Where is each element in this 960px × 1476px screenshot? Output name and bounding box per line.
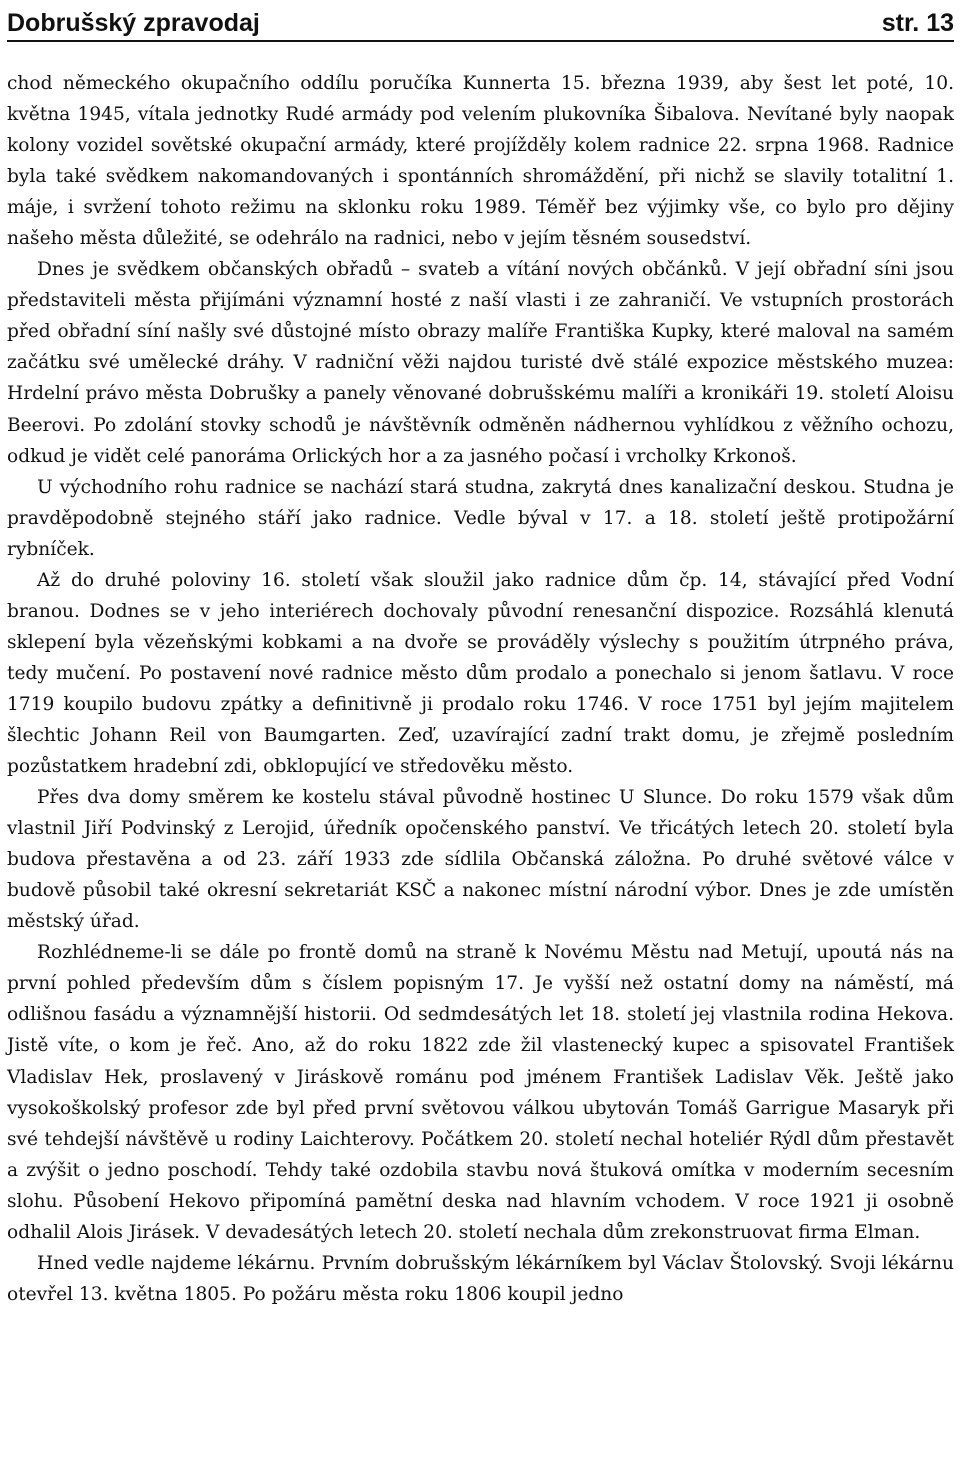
paragraph-4: Až do druhé poloviny 16. století však sloužil jako radnice dům čp. 14, stávající před Vodní branou. Dodnes se v jeho interiérech dochovaly původní renesanční dispozice. Rozsáhlá klenutá sklepení byla vězeňskými kobkami a na dvoře se prováděly výslechy s použitím útrpného práva, tedy mučení. Po postavení nové radnice město dům prodalo a ponechalo si jenom šatlavu. V roce 1719 koupilo budovu zpátky a definitivně ji prodalo roku 1746. V roce 1751 byl jejím majitelem šlechtic Johann Reil von Baumgarten. Zeď, uzavírající zadní trakt domu, je zřejmě posledním pozůstatkem hradební zdi, obklopující ve středověku město. bbox=[7, 569, 954, 778]
paragraph-5: Přes dva domy směrem ke kostelu stával původně hostinec U Slunce. Do roku 1579 však dům vlastnil Jiří Podvinský z Lerojid, úředník opočenského panství. Ve třicátých letech 20. století byla budova přestavěna a od 23. září 1933 zde sídlila Občanská záložna. Po druhé světové válce v budově působil také okresní sekretariát KSČ a nakonec místní národní výbor. Dnes je zde umístěn městský úřad. bbox=[7, 787, 954, 933]
publication-title: Dobrušský zpravodaj bbox=[7, 9, 260, 37]
paragraph-6: Rozhlédneme-li se dále po frontě domů na straně k Novému Městu nad Metují, upoutá nás na první pohled především dům s číslem popisným 17. Je vyšší než ostatní domy na náměstí, má odlišnou fasádu a významnější historii. Od sedmdesátých let 18. století jej vlastnila rodina Hekova. Jistě víte, o kom je řeč. Ano, až do roku 1822 zde žil vlastenecký kupec a spisovatel František Vladislav Hek, proslavený v Jiráskově románu pod jménem František Ladislav Věk. Ještě jako vysokoškolský profesor zde byl před první světovou válkou ubytován Tomáš Garrigue Masaryk při své tehdejší návštěvě u rodiny Laichterovy. Počátkem 20. století nechal hoteliér Rýdl dům přestavět a zvýšit o jedno poschodí. Tehdy také ozdobila stavbu nová štuková omítka v moderním secesním slohu. Působení Hekovo připomíná pamětní deska nad hlavním vchodem. V roce 1921 ji osobně odhalil Alois Jirásek. V devadesátých letech 20. století nechala dům zrekonstruovat firma Elman. bbox=[7, 942, 954, 1243]
article-body bbox=[7, 68, 954, 1310]
paragraph-7: Hned vedle najdeme lékárnu. Prvním dobrušským lékárníkem byl Václav Štolovský. Svoji lékárnu otevřel 13. května 1805. Po požáru města roku 1806 koupil jedno bbox=[7, 1252, 954, 1305]
paragraph-3: U východního rohu radnice se nachází stará studna, zakrytá dnes kanalizační deskou. Studna je pravděpodobně stejného stáří jako radnice. Vedle býval v 17. a 18. století ještě protipožární rybníček. bbox=[7, 476, 954, 560]
paragraph-1: chod německého okupačního oddílu poručíka Kunnerta 15. března 1939, aby šest let poté, 10. května 1945, vítala jednotky Rudé armády pod velením plukovníka Šibalova. Nevítané byly naopak kolony vozidel sovětské okupační armády, které projížděly kolem radnice 22. srpna 1968. Radnice byla také svědkem nakomandovaných i spontánních shromáždění, při nichž se slavily totalitní 1. máje, i svržení tohoto režimu na sklonku roku 1989. Téměř bez výjimky vše, co bylo pro dějiny našeho města důležité, se odehrálo na radnici, nebo v jejím těsném sousedství. bbox=[7, 73, 954, 250]
page-number: str. 13 bbox=[881, 9, 954, 37]
header-rule bbox=[7, 40, 954, 42]
page-header bbox=[7, 0, 954, 38]
paragraph-2: Dnes je svědkem občanských obřadů – svateb a vítání nových občánků. V její obřadní síni jsou představiteli města přijímáni významní hosté z naší vlasti i ze zahraničí. Ve vstupních prostorách před obřadní síní našly své důstojné místo obrazy malíře Františka Kupky, které maloval na samém začátku své umělecké dráhy. V radniční věži najdou turisté dvě stálé expozice městského muzea: Hrdelní právo města Dobrušky a panely věnované dobrušskému malíři a kronikáři 19. století Aloisu Beerovi. Po zdolání stovky schodů je návštěvník odměněn nádhernou vyhlídkou z věžního ochozu, odkud je vidět celé panoráma Orlických hor a za jasného počasí i vrcholky Krkonoš. bbox=[7, 259, 954, 467]
